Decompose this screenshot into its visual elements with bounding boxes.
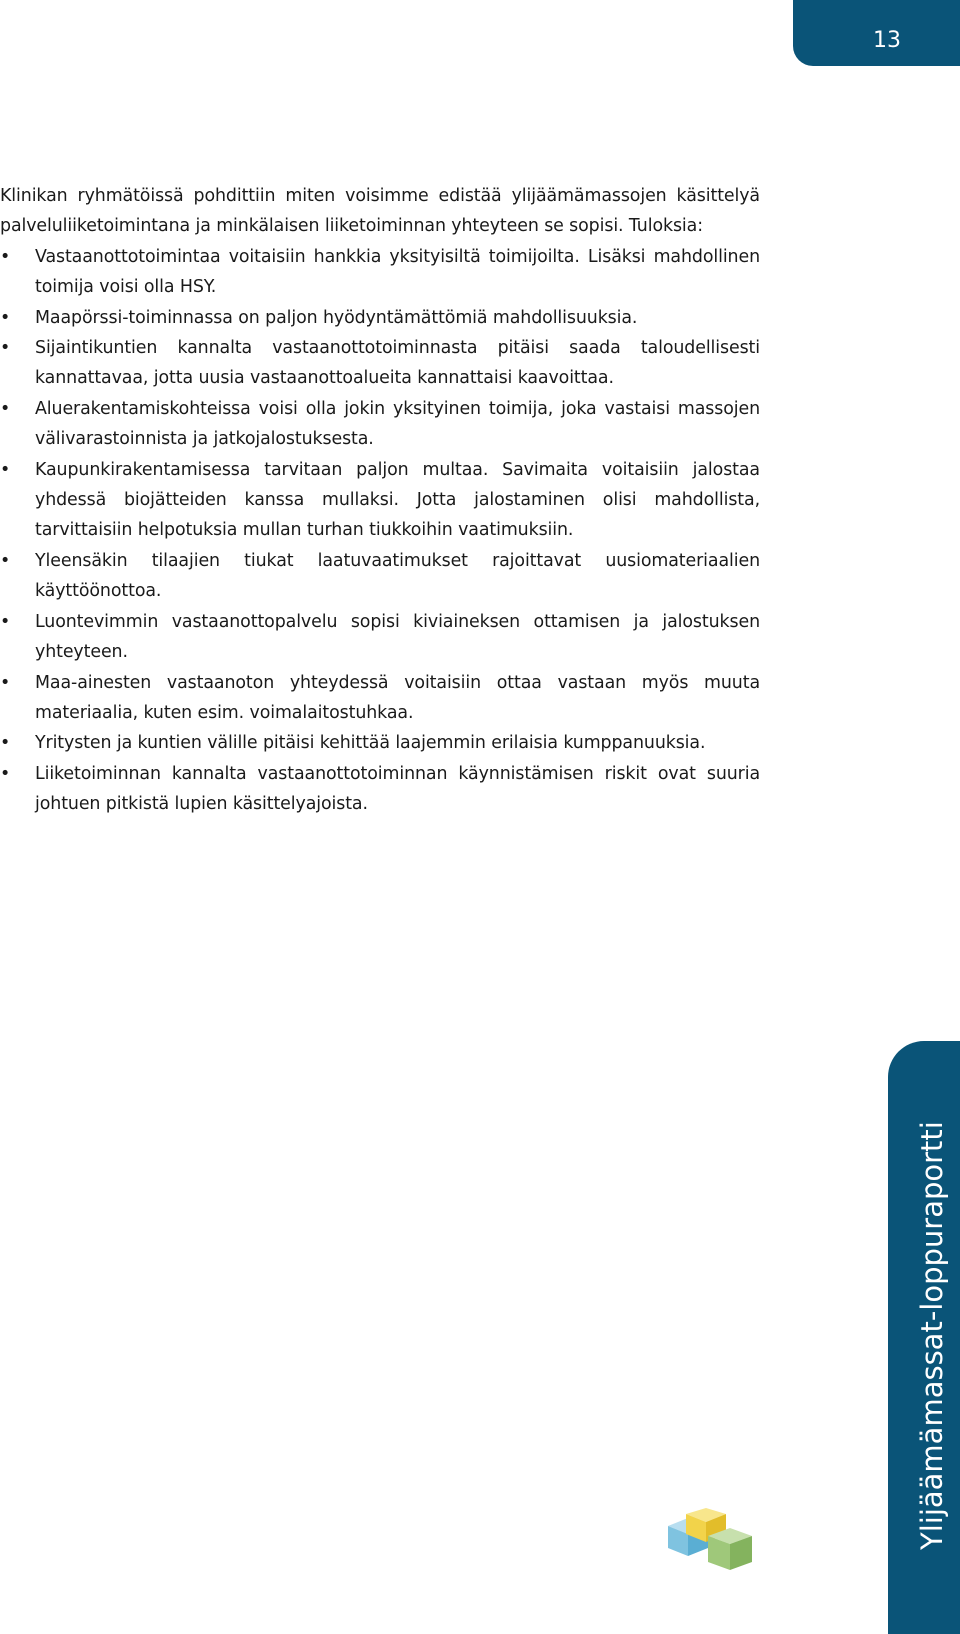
page-number: 13: [873, 28, 901, 53]
list-item-text: Yleensäkin tilaajien tiukat laatuvaatimukset rajoittavat uusiomateriaalien käyttöönottoa.: [35, 550, 760, 602]
list-item: [0, 728, 760, 758]
list-item-text: Sijaintikuntien kannalta vastaanottotoiminnasta pitäisi saada taloudellisesti kannattavaa, jotta uusia vastaanottoalueita kannattaisi kaavoittaa.: [35, 338, 760, 389]
bullet: •: [0, 672, 11, 693]
list-item: [0, 546, 760, 607]
bullet: •: [0, 398, 11, 419]
list-item: [0, 242, 760, 303]
list-item-text: Vastaanottotoimintaa voitaisiin hankkia yksityisiltä toimijoilta. Lisäksi mahdollinen toimija voisi olla HSY.: [35, 246, 760, 298]
list-item: [0, 303, 760, 333]
bullet: •: [0, 459, 11, 480]
list-item: [0, 455, 760, 546]
stacked-cubes-logo-icon: [660, 1508, 770, 1578]
list-item: [0, 759, 760, 820]
list-item-text: Maapörssi-toiminnassa on paljon hyödyntämättömiä mahdollisuuksia.: [35, 307, 638, 328]
bullet: •: [0, 246, 11, 267]
green-cube: [708, 1528, 752, 1570]
list-item: [0, 394, 760, 455]
list-item: [0, 668, 760, 729]
main-content: [0, 181, 760, 820]
list-item-text: Kaupunkirakentamisessa tarvitaan paljon multaa. Savimaita voitaisiin jalostaa yhdessä biojätteiden kanssa mullaksi. Jotta jalostaminen olisi mahdollista, tarvittaisiin helpotuksia mullan turhan tiukkoihin vaatimuksiin.: [35, 459, 760, 541]
list-item-text: Luontevimmin vastaanottopalvelu sopisi kiviaineksen ottamisen ja jalostuksen yhteyteen.: [35, 611, 760, 663]
bullet: •: [0, 763, 11, 784]
list-item: [0, 607, 760, 668]
bullet: •: [0, 733, 11, 754]
results-list: [0, 242, 760, 820]
bullet: •: [0, 338, 11, 359]
list-item-text: Yritysten ja kuntien välille pitäisi kehittää laajemmin erilaisia kumppanuuksia.: [35, 733, 706, 754]
bullet: •: [0, 550, 11, 571]
bullet: •: [0, 611, 11, 632]
list-item: [0, 333, 760, 394]
side-title: Ylijäämämassat-loppuraportti: [915, 1121, 949, 1550]
list-item-text: Maa-ainesten vastaanoton yhteydessä voitaisiin ottaa vastaan myös muuta materiaalia, kuten esim. voimalaitostuhkaa.: [35, 672, 760, 723]
intro-paragraph: Klinikan ryhmätöissä pohdittiin miten voisimme edistää ylijäämämassojen käsittelyä palveluliiketoimintana ja minkälaisen liiketoiminnan yhteyteen se sopisi. Tuloksia:: [0, 186, 760, 237]
list-item-text: Liiketoiminnan kannalta vastaanottotoiminnan käynnistämisen riskit ovat suuria johtuen pitkistä lupien käsittelyajoista.: [35, 763, 760, 815]
bullet: •: [0, 307, 11, 328]
list-item-text: Aluerakentamiskohteissa voisi olla jokin yksityinen toimija, joka vastaisi massojen välivarastoinnista ja jatkojalostuksesta.: [35, 398, 760, 450]
